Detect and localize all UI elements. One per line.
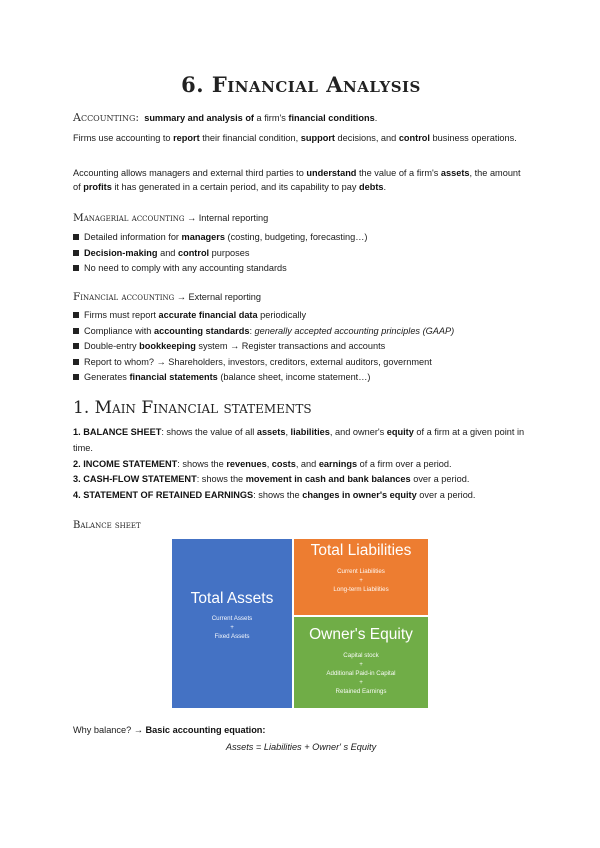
square-bullet-icon (73, 328, 79, 334)
why-balance-line: Why balance? → Basic accounting equation: (73, 725, 266, 735)
def-end: . (374, 113, 378, 123)
def-bold-2: financial conditions (288, 113, 375, 123)
list-item: Double-entry bookkeeping system → Register transactions and accounts (73, 339, 529, 355)
statement-item: 3. CASH-FLOW STATEMENT: shows the movement in cash and bank balances over a period. (73, 474, 470, 485)
def-bold-1: summary and analysis of (144, 113, 257, 123)
list-item: Report to whom? → Shareholders, investors, creditors, external auditors, government (73, 355, 529, 371)
list-item: Firms must report accurate financial data periodically (73, 308, 529, 324)
liabilities-lines: Current Liabilities + Long-term Liabilities (333, 568, 389, 594)
accounting-equation: Assets = Liabilities + Owner' s Equity (225, 742, 377, 752)
square-bullet-icon (73, 265, 79, 271)
list-item: Decision-making and control purposes (73, 246, 529, 262)
financial-list (73, 308, 529, 386)
square-bullet-icon (73, 250, 79, 256)
statement-item: 4. STATEMENT OF RETAINED EARNINGS: shows the changes in owner's equity over a period. (73, 490, 476, 501)
managerial-heading-line (73, 211, 529, 227)
list-item: No need to comply with any accounting standards (73, 261, 529, 277)
assets-lines: Current Assets + Fixed Assets (211, 615, 253, 641)
balance-sheet-heading: Balance sheet (73, 520, 141, 531)
owners-equity-box (294, 617, 428, 708)
financial-arrow-text: → External reporting (174, 292, 262, 302)
page-title: 6. Financial Analysis (181, 72, 421, 97)
total-assets-title: Total Assets (190, 590, 274, 607)
list-item: Generates financial statements (balance sheet, income statement…) (73, 370, 529, 386)
statement-item: 1. BALANCE SHEET: shows the value of all assets, liabilities, and owner's equity of a firm at a given point in time. (73, 427, 525, 453)
balance-sheet-diagram (172, 539, 428, 708)
square-bullet-icon (73, 374, 79, 380)
accounting-heading: Accounting: (73, 111, 140, 124)
accounting-definition (73, 110, 529, 127)
total-liabilities-box (294, 539, 428, 615)
accounting-paragraph-1: Firms use accounting to report their financial condition, support decisions, and control business operations. (73, 133, 517, 143)
managerial-list (73, 230, 529, 277)
total-assets-box (172, 539, 292, 708)
managerial-heading: Managerial accounting (73, 212, 185, 224)
total-liabilities-title: Total Liabilities (310, 542, 412, 559)
accounting-paragraph-2: Accounting allows managers and external third parties to understand the value of a firm's assets, the amount of profits it has generated in a certain period, and its capability to pay debts. (73, 168, 521, 192)
equity-lines: Capital stock + Additional Paid-in Capital + Retained Earnings (326, 652, 396, 695)
statement-item: 2. INCOME STATEMENT: shows the revenues, costs, and earnings of a firm over a period. (73, 458, 452, 469)
financial-heading: Financial accounting (73, 291, 175, 303)
statements-list (73, 425, 529, 504)
section-heading-main-statements: 1. Main Financial statements (73, 398, 312, 418)
square-bullet-icon (73, 234, 79, 240)
managerial-arrow-text: → Internal reporting (184, 213, 269, 223)
square-bullet-icon (73, 343, 79, 349)
square-bullet-icon (73, 312, 79, 318)
list-item: Compliance with accounting standards: generally accepted accounting principles (GAAP) (73, 324, 529, 340)
financial-heading-line (73, 290, 529, 306)
owners-equity-title: Owner's Equity (309, 626, 413, 643)
def-text: a firm's (256, 113, 289, 123)
square-bullet-icon (73, 359, 79, 365)
list-item: Detailed information for managers (costing, budgeting, forecasting…) (73, 230, 529, 246)
